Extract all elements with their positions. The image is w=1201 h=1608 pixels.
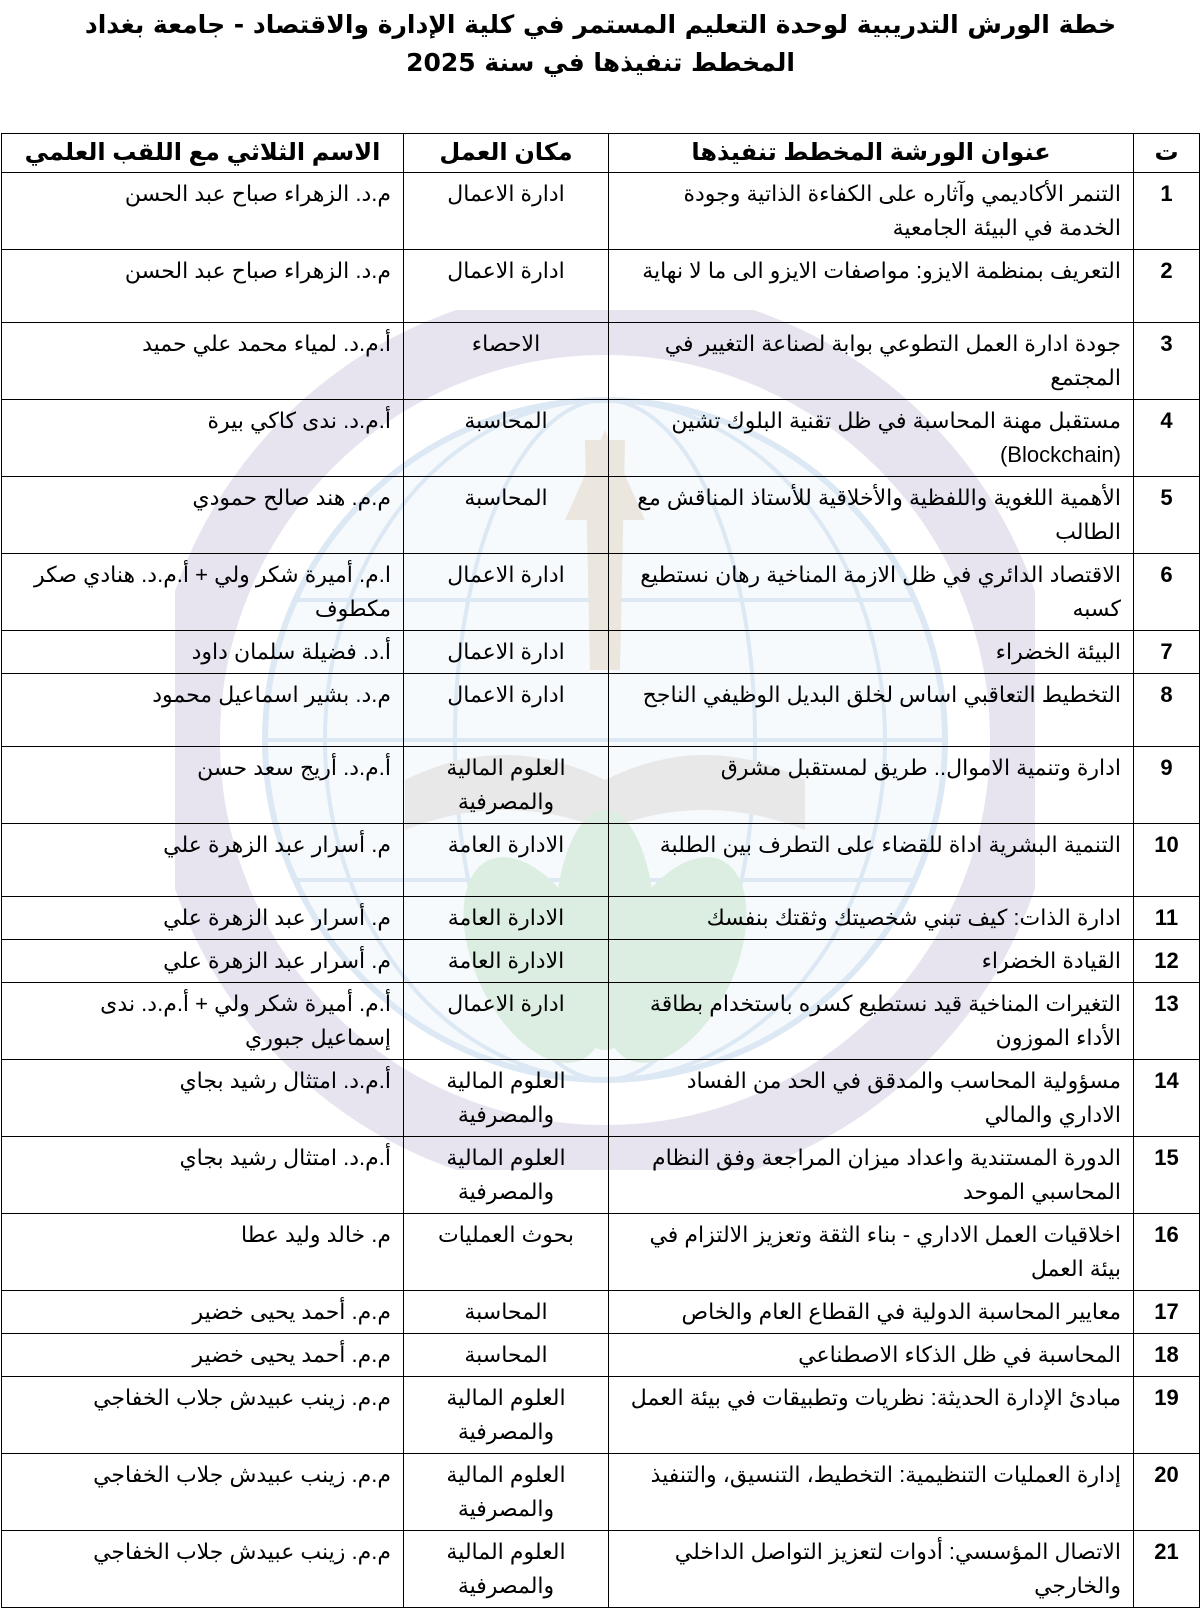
table-row: [2, 400, 1200, 477]
table-row: [2, 1454, 1200, 1531]
workplace: الادارة العامة: [404, 897, 609, 940]
workshop-title: التخطيط التعاقبي اساس لخلق البديل الوظيفي الناجح: [609, 674, 1134, 747]
row-number: 17: [1134, 1291, 1200, 1334]
row-number: 5: [1134, 477, 1200, 554]
table-row: [2, 824, 1200, 897]
workplace: العلوم المالية والمصرفية: [404, 747, 609, 824]
workshop-title: الاتصال المؤسسي: أدوات لتعزيز التواصل الداخلي والخارجي: [609, 1531, 1134, 1608]
workshop-title: إدارة العمليات التنظيمية: التخطيط، التنسيق، والتنفيذ: [609, 1454, 1134, 1531]
row-number: 16: [1134, 1214, 1200, 1291]
presenter-name: م.د. الزهراء صباح عبد الحسن: [2, 250, 404, 323]
presenter-name: أ.م.د. لمياء محمد علي حميد: [2, 323, 404, 400]
table-row: [2, 1137, 1200, 1214]
workplace: المحاسبة: [404, 1291, 609, 1334]
workplace: الادارة العامة: [404, 940, 609, 983]
header-number: ت: [1134, 134, 1200, 173]
presenter-name: أ.م.د. امتثال رشيد بجاي: [2, 1060, 404, 1137]
workplace: العلوم المالية والمصرفية: [404, 1454, 609, 1531]
row-number: 15: [1134, 1137, 1200, 1214]
table-header-row: [2, 134, 1200, 173]
workshops-table: [1, 133, 1200, 1608]
row-number: 12: [1134, 940, 1200, 983]
title-line-2: المخطط تنفيذها في سنة 2025: [406, 48, 795, 77]
table-row: [2, 554, 1200, 631]
presenter-name: م. أسرار عبد الزهرة علي: [2, 897, 404, 940]
workshop-title: المحاسبة في ظل الذكاء الاصطناعي: [609, 1334, 1134, 1377]
row-number: 1: [1134, 173, 1200, 250]
row-number: 18: [1134, 1334, 1200, 1377]
workplace: العلوم المالية والمصرفية: [404, 1531, 609, 1608]
workshop-title: التنمر الأكاديمي وآثاره على الكفاءة الذاتية وجودة الخدمة في البيئة الجامعية: [609, 173, 1134, 250]
workplace: الاحصاء: [404, 323, 609, 400]
row-number: 8: [1134, 674, 1200, 747]
row-number: 9: [1134, 747, 1200, 824]
workshop-title: ادارة وتنمية الاموال.. طريق لمستقبل مشرق: [609, 747, 1134, 824]
table-row: [2, 1214, 1200, 1291]
table-row: [2, 897, 1200, 940]
workplace: ادارة الاعمال: [404, 631, 609, 674]
presenter-name: م. أسرار عبد الزهرة علي: [2, 824, 404, 897]
table-row: [2, 940, 1200, 983]
workshop-title: ادارة الذات: كيف تبني شخصيتك وثقتك بنفسك: [609, 897, 1134, 940]
table-row: [2, 983, 1200, 1060]
workshop-title: جودة ادارة العمل التطوعي بوابة لصناعة التغيير في المجتمع: [609, 323, 1134, 400]
table-row: [2, 1531, 1200, 1608]
table-row: [2, 747, 1200, 824]
presenter-name: أ.م.د. أريج سعد حسن: [2, 747, 404, 824]
workplace: الادارة العامة: [404, 824, 609, 897]
header-name-title: الاسم الثلاثي مع اللقب العلمي: [2, 134, 404, 173]
row-number: 21: [1134, 1531, 1200, 1608]
workshop-title: مبادئ الإدارة الحديثة: نظريات وتطبيقات في بيئة العمل: [609, 1377, 1134, 1454]
workplace: العلوم المالية والمصرفية: [404, 1137, 609, 1214]
workshop-title: الأهمية اللغوية واللفظية والأخلاقية للأستاذ المناقش مع الطالب: [609, 477, 1134, 554]
table-row: [2, 1377, 1200, 1454]
table-row: [2, 1060, 1200, 1137]
workplace: العلوم المالية والمصرفية: [404, 1060, 609, 1137]
workshop-title: التعريف بمنظمة الايزو: مواصفات الايزو الى ما لا نهاية: [609, 250, 1134, 323]
workplace: ادارة الاعمال: [404, 173, 609, 250]
header-workplace: مكان العمل: [404, 134, 609, 173]
workplace: ادارة الاعمال: [404, 983, 609, 1060]
title-line-1: خطة الورش التدريبية لوحدة التعليم المستمر في كلية الإدارة والاقتصاد - جامعة بغداد: [84, 10, 1117, 39]
row-number: 11: [1134, 897, 1200, 940]
presenter-name: أ.م.د. ندى كاكي بيرة: [2, 400, 404, 477]
workplace: المحاسبة: [404, 1334, 609, 1377]
workshop-title: التنمية البشرية اداة للقضاء على التطرف بين الطلبة: [609, 824, 1134, 897]
presenter-name: م.م. أحمد يحيى خضير: [2, 1291, 404, 1334]
presenter-name: ا.م. أميرة شكر ولي + أ.م.د. هنادي صكر مكطوف: [2, 554, 404, 631]
presenter-name: م. أسرار عبد الزهرة علي: [2, 940, 404, 983]
workshop-title: الاقتصاد الدائري في ظل الازمة المناخية رهان نستطيع كسبه: [609, 554, 1134, 631]
presenter-name: م.م. أحمد يحيى خضير: [2, 1334, 404, 1377]
presenter-name: م.د. بشير اسماعيل محمود: [2, 674, 404, 747]
workplace: المحاسبة: [404, 400, 609, 477]
table-row: [2, 631, 1200, 674]
presenter-name: أ.م. أميرة شكر ولي + أ.م.د. ندى إسماعيل جبوري: [2, 983, 404, 1060]
table-row: [2, 1334, 1200, 1377]
row-number: 20: [1134, 1454, 1200, 1531]
row-number: 4: [1134, 400, 1200, 477]
presenter-name: أ.م.د. امتثال رشيد بجاي: [2, 1137, 404, 1214]
row-number: 19: [1134, 1377, 1200, 1454]
workplace: المحاسبة: [404, 477, 609, 554]
row-number: 6: [1134, 554, 1200, 631]
workshop-title: مسؤولية المحاسب والمدقق في الحد من الفساد الاداري والمالي: [609, 1060, 1134, 1137]
table-row: [2, 173, 1200, 250]
row-number: 3: [1134, 323, 1200, 400]
workshop-title: الدورة المستندية واعداد ميزان المراجعة وفق النظام المحاسبي الموحد: [609, 1137, 1134, 1214]
row-number: 2: [1134, 250, 1200, 323]
row-number: 14: [1134, 1060, 1200, 1137]
header-workshop-title: عنوان الورشة المخطط تنفيذها: [609, 134, 1134, 173]
workshop-title: مستقبل مهنة المحاسبة في ظل تقنية البلوك تشين (Blockchain): [609, 400, 1134, 477]
presenter-name: م.م. هند صالح حمودي: [2, 477, 404, 554]
presenter-name: م.م. زينب عبيدش جلاب الخفاجي: [2, 1454, 404, 1531]
row-number: 13: [1134, 983, 1200, 1060]
workplace: بحوث العمليات: [404, 1214, 609, 1291]
presenter-name: م.د. الزهراء صباح عبد الحسن: [2, 173, 404, 250]
workshop-title: القيادة الخضراء: [609, 940, 1134, 983]
table-row: [2, 674, 1200, 747]
workshop-title: معايير المحاسبة الدولية في القطاع العام والخاص: [609, 1291, 1134, 1334]
workshop-title: اخلاقيات العمل الاداري - بناء الثقة وتعزيز الالتزام في بيئة العمل: [609, 1214, 1134, 1291]
workplace: ادارة الاعمال: [404, 674, 609, 747]
presenter-name: م.م. زينب عبيدش جلاب الخفاجي: [2, 1531, 404, 1608]
presenter-name: م.م. زينب عبيدش جلاب الخفاجي: [2, 1377, 404, 1454]
workshop-title: التغيرات المناخية قيد نستطيع كسره باستخدام بطاقة الأداء الموزون: [609, 983, 1134, 1060]
table-row: [2, 250, 1200, 323]
table-row: [2, 477, 1200, 554]
row-number: 7: [1134, 631, 1200, 674]
document-title: [0, 6, 1201, 82]
row-number: 10: [1134, 824, 1200, 897]
workplace: ادارة الاعمال: [404, 554, 609, 631]
table-row: [2, 1291, 1200, 1334]
table-row: [2, 323, 1200, 400]
workshop-title: البيئة الخضراء: [609, 631, 1134, 674]
workplace: العلوم المالية والمصرفية: [404, 1377, 609, 1454]
presenter-name: م. خالد وليد عطا: [2, 1214, 404, 1291]
workplace: ادارة الاعمال: [404, 250, 609, 323]
presenter-name: أ.د. فضيلة سلمان داود: [2, 631, 404, 674]
